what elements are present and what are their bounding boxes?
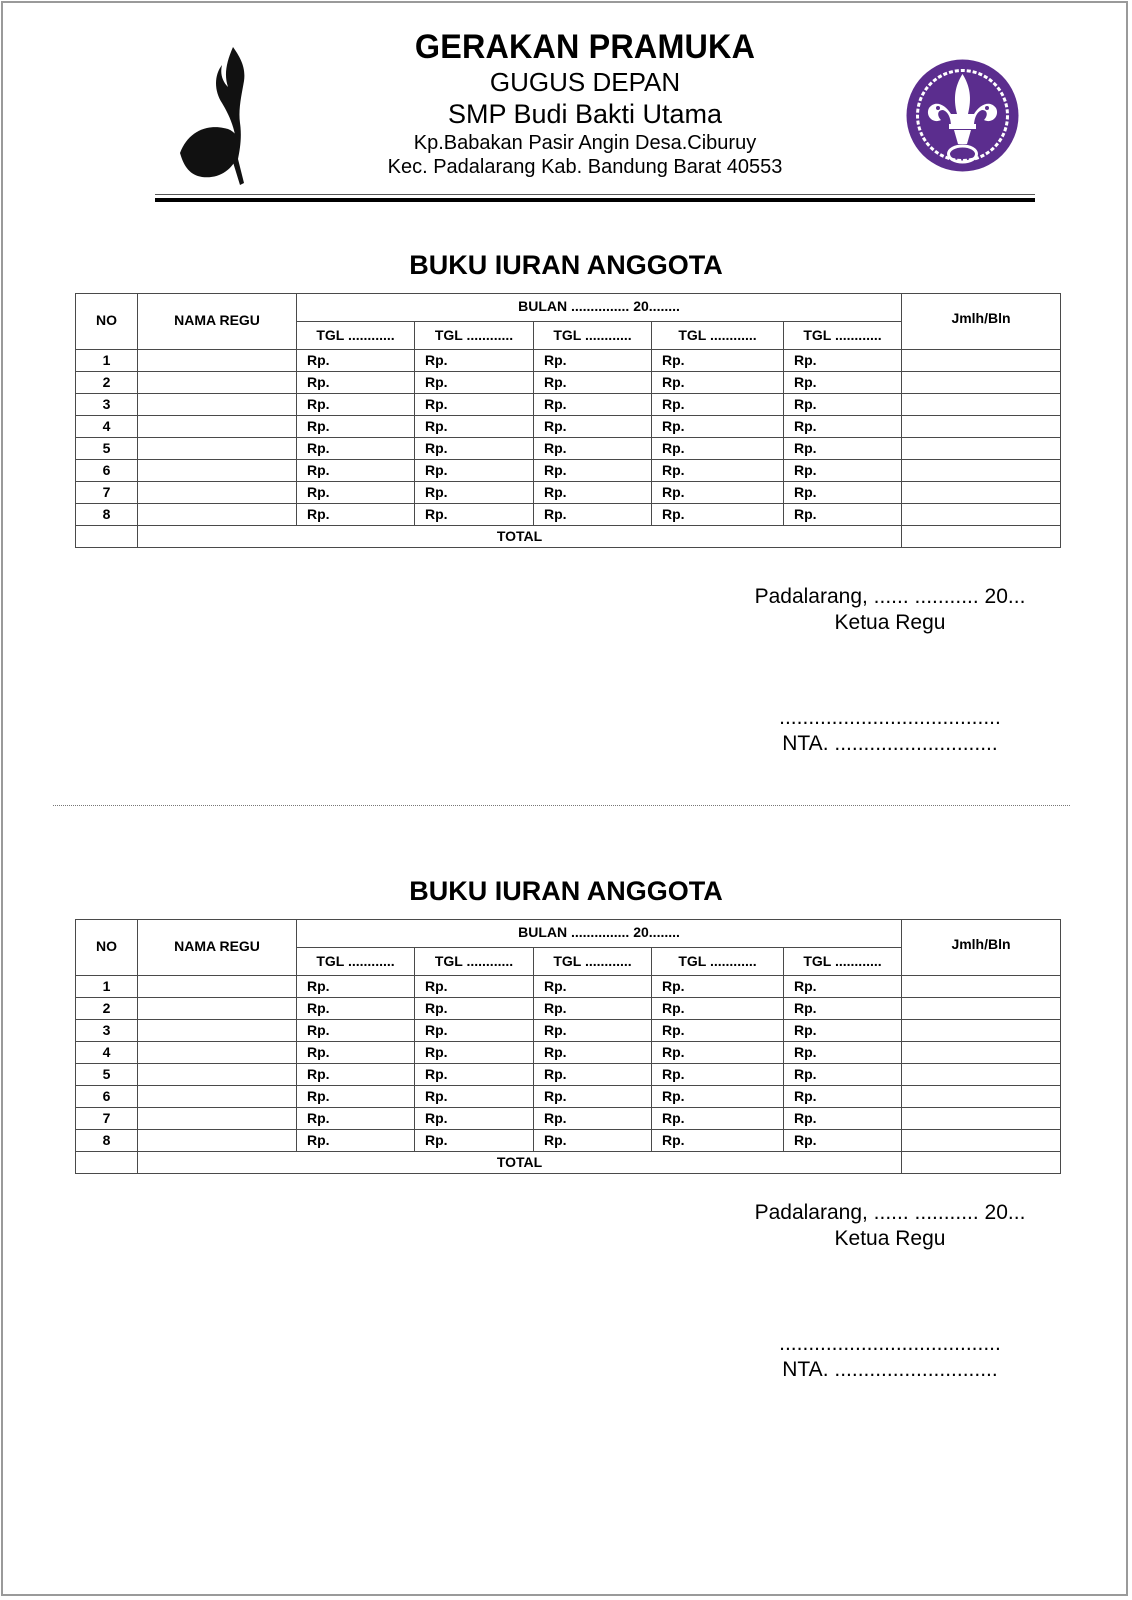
amount-cell[interactable]: Rp. xyxy=(415,1130,534,1152)
org-title: GERAKAN PRAMUKA xyxy=(414,28,756,66)
col-header-no: NO xyxy=(76,920,138,976)
table-row xyxy=(76,504,1061,526)
col-header-tgl: TGL ............ xyxy=(415,322,534,350)
signature-block xyxy=(740,584,1040,636)
signer-name-line: ...................................... xyxy=(779,1332,1001,1355)
col-header-tgl: TGL ............ xyxy=(297,322,415,350)
tunas-kelapa-icon xyxy=(178,45,268,190)
amount-cell[interactable]: Rp. xyxy=(784,976,902,998)
signer-name-line: ...................................... xyxy=(779,706,1001,729)
amount-cell[interactable]: Rp. xyxy=(297,460,415,482)
amount-cell[interactable]: Rp. xyxy=(652,1042,784,1064)
letterhead xyxy=(300,28,870,179)
total-value-cell[interactable] xyxy=(902,1152,1061,1174)
amount-cell[interactable]: Rp. xyxy=(415,998,534,1020)
signer-nta: NTA. ............................ xyxy=(782,1358,998,1381)
amount-cell[interactable]: Rp. xyxy=(297,482,415,504)
col-header-tgl: TGL ............ xyxy=(297,948,415,976)
amount-cell[interactable]: Rp. xyxy=(652,998,784,1020)
amount-cell[interactable]: Rp. xyxy=(297,1108,415,1130)
amount-cell[interactable]: Rp. xyxy=(415,1020,534,1042)
nama-regu-cell[interactable] xyxy=(138,1086,297,1108)
jumlah-cell[interactable] xyxy=(902,1020,1061,1042)
table-row xyxy=(76,460,1061,482)
world-scout-emblem-icon xyxy=(905,58,1020,173)
row-no: 4 xyxy=(76,1042,138,1064)
amount-cell[interactable]: Rp. xyxy=(652,1130,784,1152)
nama-regu-cell[interactable] xyxy=(138,1064,297,1086)
amount-cell[interactable]: Rp. xyxy=(415,1064,534,1086)
amount-cell[interactable]: Rp. xyxy=(415,1086,534,1108)
amount-cell[interactable]: Rp. xyxy=(297,438,415,460)
row-no: 2 xyxy=(76,998,138,1020)
amount-cell[interactable]: Rp. xyxy=(784,416,902,438)
nama-regu-cell[interactable] xyxy=(138,416,297,438)
amount-cell[interactable]: Rp. xyxy=(415,438,534,460)
table-row xyxy=(76,1064,1061,1086)
amount-cell[interactable]: Rp. xyxy=(652,976,784,998)
signer-nta: NTA. ............................ xyxy=(782,732,998,755)
amount-cell[interactable]: Rp. xyxy=(652,438,784,460)
col-header-jumlah: Jmlh/Bln xyxy=(902,920,1061,976)
jumlah-cell[interactable] xyxy=(902,372,1061,394)
nama-regu-cell[interactable] xyxy=(138,1130,297,1152)
col-header-bulan: BULAN ............... 20........ xyxy=(297,920,902,948)
letterhead-rule-thick xyxy=(155,198,1035,202)
amount-cell[interactable]: Rp. xyxy=(297,350,415,372)
jumlah-cell[interactable] xyxy=(902,1086,1061,1108)
table-row xyxy=(76,1020,1061,1042)
amount-cell[interactable]: Rp. xyxy=(415,482,534,504)
jumlah-cell[interactable] xyxy=(902,460,1061,482)
total-value-cell[interactable] xyxy=(902,526,1061,548)
amount-cell[interactable]: Rp. xyxy=(784,1086,902,1108)
amount-cell[interactable]: Rp. xyxy=(784,1108,902,1130)
jumlah-cell[interactable] xyxy=(902,998,1061,1020)
amount-cell[interactable]: Rp. xyxy=(534,372,652,394)
amount-cell[interactable]: Rp. xyxy=(297,1064,415,1086)
amount-cell[interactable]: Rp. xyxy=(534,350,652,372)
amount-cell[interactable]: Rp. xyxy=(784,350,902,372)
nama-regu-cell[interactable] xyxy=(138,438,297,460)
table-row xyxy=(76,438,1061,460)
col-header-tgl: TGL ............ xyxy=(534,948,652,976)
amount-cell[interactable]: Rp. xyxy=(652,460,784,482)
total-row xyxy=(76,1152,1061,1174)
nama-regu-cell[interactable] xyxy=(138,482,297,504)
table-row xyxy=(76,372,1061,394)
amount-cell[interactable]: Rp. xyxy=(297,372,415,394)
amount-cell[interactable]: Rp. xyxy=(297,1042,415,1064)
row-no: 8 xyxy=(76,504,138,526)
total-no-cell xyxy=(76,1152,138,1174)
amount-cell[interactable]: Rp. xyxy=(534,438,652,460)
table-row xyxy=(76,482,1061,504)
col-header-tgl: TGL ............ xyxy=(652,322,784,350)
jumlah-cell[interactable] xyxy=(902,416,1061,438)
fee-table xyxy=(75,293,1061,548)
amount-cell[interactable]: Rp. xyxy=(652,350,784,372)
amount-cell[interactable]: Rp. xyxy=(297,1086,415,1108)
amount-cell[interactable]: Rp. xyxy=(534,394,652,416)
row-no: 5 xyxy=(76,1064,138,1086)
amount-cell[interactable]: Rp. xyxy=(784,394,902,416)
nama-regu-cell[interactable] xyxy=(138,1108,297,1130)
amount-cell[interactable]: Rp. xyxy=(415,976,534,998)
table-row xyxy=(76,1108,1061,1130)
amount-cell[interactable]: Rp. xyxy=(297,504,415,526)
amount-cell[interactable]: Rp. xyxy=(297,1020,415,1042)
amount-cell[interactable]: Rp. xyxy=(784,1042,902,1064)
amount-cell[interactable]: Rp. xyxy=(652,1064,784,1086)
amount-cell[interactable]: Rp. xyxy=(534,482,652,504)
amount-cell[interactable]: Rp. xyxy=(784,438,902,460)
nama-regu-cell[interactable] xyxy=(138,1020,297,1042)
jumlah-cell[interactable] xyxy=(902,482,1061,504)
row-no: 6 xyxy=(76,460,138,482)
table-row xyxy=(76,1042,1061,1064)
amount-cell[interactable]: Rp. xyxy=(297,998,415,1020)
amount-cell[interactable]: Rp. xyxy=(297,394,415,416)
col-header-nama-regu: NAMA REGU xyxy=(138,294,297,350)
col-header-bulan: BULAN ............... 20........ xyxy=(297,294,902,322)
amount-cell[interactable]: Rp. xyxy=(534,1064,652,1086)
amount-cell[interactable]: Rp. xyxy=(784,1130,902,1152)
amount-cell[interactable]: Rp. xyxy=(784,1020,902,1042)
amount-cell[interactable]: Rp. xyxy=(297,976,415,998)
nama-regu-cell[interactable] xyxy=(138,350,297,372)
row-no: 3 xyxy=(76,1020,138,1042)
amount-cell[interactable]: Rp. xyxy=(652,394,784,416)
amount-cell[interactable]: Rp. xyxy=(415,1042,534,1064)
amount-cell[interactable]: Rp. xyxy=(415,416,534,438)
unit-name: GUGUS DEPAN xyxy=(489,67,681,97)
place-date: Padalarang, ...... ........... 20... xyxy=(754,1201,1026,1224)
jumlah-cell[interactable] xyxy=(902,504,1061,526)
jumlah-cell[interactable] xyxy=(902,394,1061,416)
amount-cell[interactable]: Rp. xyxy=(415,504,534,526)
jumlah-cell[interactable] xyxy=(902,438,1061,460)
signature-line-block xyxy=(770,705,1010,757)
amount-cell[interactable]: Rp. xyxy=(784,460,902,482)
jumlah-cell[interactable] xyxy=(902,350,1061,372)
row-no: 5 xyxy=(76,438,138,460)
col-header-tgl: TGL ............ xyxy=(534,322,652,350)
col-header-tgl: TGL ............ xyxy=(784,322,902,350)
amount-cell[interactable]: Rp. xyxy=(415,350,534,372)
nama-regu-cell[interactable] xyxy=(138,460,297,482)
col-header-tgl: TGL ............ xyxy=(784,948,902,976)
address-line-1: Kp.Babakan Pasir Angin Desa.Ciburuy xyxy=(413,132,757,154)
nama-regu-cell[interactable] xyxy=(138,1042,297,1064)
jumlah-cell[interactable] xyxy=(902,1042,1061,1064)
table-row xyxy=(76,976,1061,998)
nama-regu-cell[interactable] xyxy=(138,504,297,526)
amount-cell[interactable]: Rp. xyxy=(415,394,534,416)
amount-cell[interactable]: Rp. xyxy=(534,416,652,438)
total-label: TOTAL xyxy=(138,1152,902,1174)
row-no: 2 xyxy=(76,372,138,394)
amount-cell[interactable]: Rp. xyxy=(534,504,652,526)
col-header-nama-regu: NAMA REGU xyxy=(138,920,297,976)
row-no: 4 xyxy=(76,416,138,438)
table-row xyxy=(76,1086,1061,1108)
amount-cell[interactable]: Rp. xyxy=(415,1108,534,1130)
table-row xyxy=(76,394,1061,416)
row-no: 6 xyxy=(76,1086,138,1108)
col-header-tgl: TGL ............ xyxy=(652,948,784,976)
table-row xyxy=(76,1130,1061,1152)
jumlah-cell[interactable] xyxy=(902,1108,1061,1130)
table-row xyxy=(76,416,1061,438)
row-no: 3 xyxy=(76,394,138,416)
amount-cell[interactable]: Rp. xyxy=(784,1064,902,1086)
amount-cell[interactable]: Rp. xyxy=(784,482,902,504)
signature-line-block xyxy=(770,1331,1010,1383)
total-no-cell xyxy=(76,526,138,548)
amount-cell[interactable]: Rp. xyxy=(534,1108,652,1130)
amount-cell[interactable]: Rp. xyxy=(652,1086,784,1108)
jumlah-cell[interactable] xyxy=(902,976,1061,998)
amount-cell[interactable]: Rp. xyxy=(534,460,652,482)
total-label: TOTAL xyxy=(138,526,902,548)
table-row xyxy=(76,350,1061,372)
table-row xyxy=(76,998,1061,1020)
amount-cell[interactable]: Rp. xyxy=(297,416,415,438)
form-title: BUKU IURAN ANGGOTA xyxy=(409,250,723,280)
row-no: 7 xyxy=(76,1108,138,1130)
jumlah-cell[interactable] xyxy=(902,1130,1061,1152)
signature-block xyxy=(740,1200,1040,1252)
school-name: SMP Budi Bakti Utama xyxy=(447,99,723,129)
amount-cell[interactable]: Rp. xyxy=(534,1130,652,1152)
amount-cell[interactable]: Rp. xyxy=(415,460,534,482)
row-no: 1 xyxy=(76,350,138,372)
amount-cell[interactable]: Rp. xyxy=(534,976,652,998)
amount-cell[interactable]: Rp. xyxy=(652,416,784,438)
place-date: Padalarang, ...... ........... 20... xyxy=(754,585,1026,608)
letterhead-rule-thin xyxy=(155,194,1035,195)
amount-cell[interactable]: Rp. xyxy=(534,998,652,1020)
amount-cell[interactable]: Rp. xyxy=(784,504,902,526)
amount-cell[interactable]: Rp. xyxy=(534,1020,652,1042)
col-header-tgl: TGL ............ xyxy=(415,948,534,976)
cut-line-divider xyxy=(53,805,1070,806)
amount-cell[interactable]: Rp. xyxy=(652,504,784,526)
amount-cell[interactable]: Rp. xyxy=(534,1042,652,1064)
total-row xyxy=(76,526,1061,548)
amount-cell[interactable]: Rp. xyxy=(297,1130,415,1152)
amount-cell[interactable]: Rp. xyxy=(534,1086,652,1108)
signer-role: Ketua Regu xyxy=(834,611,946,634)
col-header-no: NO xyxy=(76,294,138,350)
amount-cell[interactable]: Rp. xyxy=(784,998,902,1020)
fee-table xyxy=(75,919,1061,1174)
jumlah-cell[interactable] xyxy=(902,1064,1061,1086)
row-no: 7 xyxy=(76,482,138,504)
nama-regu-cell[interactable] xyxy=(138,976,297,998)
address-line-2: Kec. Padalarang Kab. Bandung Barat 40553 xyxy=(387,156,783,178)
row-no: 8 xyxy=(76,1130,138,1152)
signer-role: Ketua Regu xyxy=(834,1227,946,1250)
col-header-jumlah: Jmlh/Bln xyxy=(902,294,1061,350)
amount-cell[interactable]: Rp. xyxy=(415,372,534,394)
amount-cell[interactable]: Rp. xyxy=(784,372,902,394)
amount-cell[interactable]: Rp. xyxy=(652,372,784,394)
amount-cell[interactable]: Rp. xyxy=(652,1108,784,1130)
nama-regu-cell[interactable] xyxy=(138,372,297,394)
form-title: BUKU IURAN ANGGOTA xyxy=(409,876,723,906)
nama-regu-cell[interactable] xyxy=(138,394,297,416)
amount-cell[interactable]: Rp. xyxy=(652,1020,784,1042)
nama-regu-cell[interactable] xyxy=(138,998,297,1020)
amount-cell[interactable]: Rp. xyxy=(652,482,784,504)
row-no: 1 xyxy=(76,976,138,998)
